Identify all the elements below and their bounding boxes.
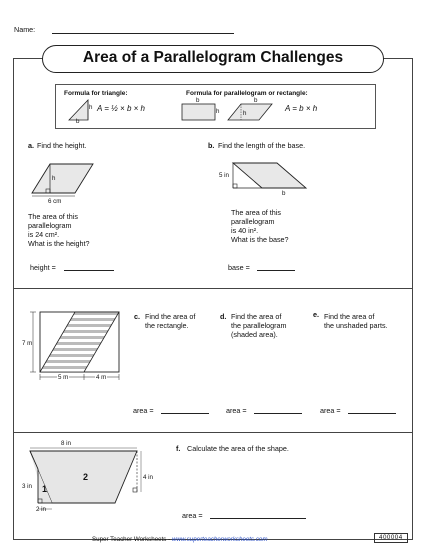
problem-d-line-2: the parallelogram xyxy=(231,321,287,330)
name-label: Name: xyxy=(14,25,36,34)
triangle-b: b xyxy=(76,118,80,125)
problem-b-line-3: is 40 in². xyxy=(231,226,259,235)
problem-a-h: h xyxy=(52,175,56,182)
section2-right: 4 m xyxy=(96,374,107,381)
footer-credit: Super Teacher Worksheets - www.superteacherworksheets.com xyxy=(92,536,268,543)
triangle-h: h xyxy=(89,104,93,111)
problem-b-answer-label: base = xyxy=(228,263,250,272)
problem-d-line-1: Find the area of xyxy=(231,312,282,321)
problem-a-base: 6 cm xyxy=(48,198,62,205)
triangle-formula-label: Formula for triangle: xyxy=(64,90,128,97)
problem-a-answer-label: height = xyxy=(30,263,56,272)
problem-f-answer-line[interactable] xyxy=(210,518,306,519)
section2-height: 7 m xyxy=(22,340,33,347)
problem-a-line-3: is 24 cm². xyxy=(28,230,60,239)
problem-d-line-3: (shaded area). xyxy=(231,330,278,339)
problem-b-letter: b. xyxy=(208,141,215,150)
problem-e-line-1: Find the area of xyxy=(324,312,375,321)
problem-f-prompt: Calculate the area of the shape. xyxy=(187,444,289,453)
section2-left: 5 m xyxy=(58,374,69,381)
para-h: h xyxy=(243,110,247,117)
problem-a-letter: a. xyxy=(28,141,34,150)
para-b: b xyxy=(254,97,258,104)
problem-b-line-1: The area of this xyxy=(231,208,281,217)
region-1-label: 1 xyxy=(42,484,48,494)
problem-b-prompt: Find the length of the base. xyxy=(218,141,306,150)
footer-url[interactable]: www.superteacherworksheets.com xyxy=(171,536,268,543)
problem-c-line-1: Find the area of xyxy=(145,312,196,321)
problem-a-line-4: What is the height? xyxy=(28,239,90,248)
section3-right: 4 in xyxy=(143,474,153,481)
problem-c-line-2: the rectangle. xyxy=(145,321,189,330)
section3-top: 8 in xyxy=(61,440,71,447)
problem-d-area-label: area = xyxy=(226,406,247,415)
problem-b-b: b xyxy=(282,190,286,197)
problem-e-area-label: area = xyxy=(320,406,341,415)
triangle-formula: A = ½ × b × h xyxy=(97,104,145,113)
problem-a-prompt: Find the height. xyxy=(37,141,87,150)
problem-b-line-4: What is the base? xyxy=(231,235,289,244)
region-2-label: 2 xyxy=(83,472,89,482)
rect-formula: A = b × h xyxy=(285,104,318,113)
problem-c-letter: c. xyxy=(134,312,140,321)
problem-e-line-2: the unshaded parts. xyxy=(324,321,388,330)
worksheet-code: 400004 xyxy=(374,533,408,543)
rect-b: b xyxy=(196,97,200,104)
page-title: Area of a Parallelogram Challenges xyxy=(82,49,344,66)
problem-b-line-2: parallelogram xyxy=(231,217,275,226)
problem-a-line-1: The area of this xyxy=(28,212,78,221)
section3-left: 3 in xyxy=(22,483,32,490)
problem-d-letter: d. xyxy=(220,312,227,321)
problem-e-letter: e. xyxy=(313,310,319,319)
problem-f-letter: f. xyxy=(176,444,181,453)
problem-c-area-label: area = xyxy=(133,406,154,415)
section3-bottom: 2 in xyxy=(36,506,46,513)
rect-formula-label: Formula for parallelogram or rectangle: xyxy=(186,90,308,97)
problem-a-line-2: parallelogram xyxy=(28,221,72,230)
rect-h: h xyxy=(216,108,220,115)
problem-b-height: 5 in xyxy=(219,172,229,179)
problem-f-area-label: area = xyxy=(182,511,203,520)
